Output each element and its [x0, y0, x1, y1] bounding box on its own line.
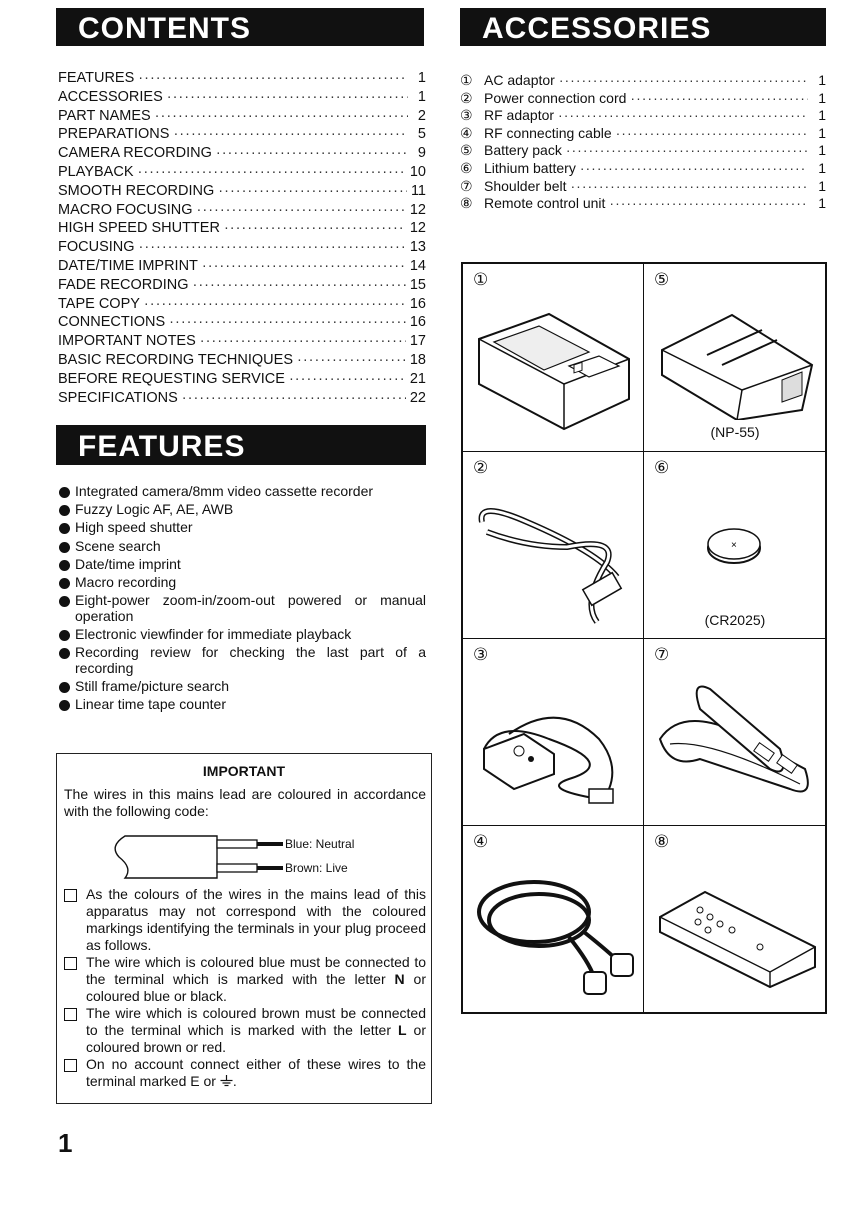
- svg-text:×: ×: [731, 540, 737, 551]
- contents-entry-page: 17: [409, 333, 426, 350]
- contents-entry-label: BEFORE REQUESTING SERVICE: [58, 370, 285, 387]
- dot-leader: [558, 107, 808, 123]
- contents-entry[interactable]: [58, 183, 426, 202]
- wiring-note-text: The wire which is coloured brown must be connected to the terminal which is marked with the letter: [86, 1005, 426, 1038]
- accessory-quantity: 1: [818, 72, 826, 88]
- accessory-number: ⑧: [460, 195, 473, 212]
- item-number: ④: [473, 832, 489, 851]
- contents-entry-page: 1: [417, 70, 426, 86]
- item-number: ⑥: [654, 458, 670, 477]
- wiring-note: [64, 1005, 426, 1056]
- contents-entry-page: 21: [409, 370, 426, 387]
- accessory-entry: [460, 142, 826, 160]
- dot-leader: [559, 72, 808, 88]
- dot-leader: [580, 160, 808, 176]
- contents-entry-page: 10: [409, 163, 426, 180]
- contents-title: CONTENTS: [78, 12, 251, 45]
- contents-entry-label: PART NAMES: [58, 107, 151, 124]
- cell-power-cord: [463, 452, 644, 639]
- contents-entry-label: IMPORTANT NOTES: [58, 333, 196, 350]
- dot-leader: [138, 164, 406, 180]
- dot-leader: [297, 352, 406, 368]
- page-number: 1: [58, 1128, 73, 1158]
- contents-entry-label: PREPARATIONS: [58, 126, 170, 143]
- accessory-quantity: 1: [818, 195, 826, 212]
- dot-leader: [571, 178, 808, 194]
- feature-item: Still frame/picture search: [58, 679, 426, 695]
- contents-entry-page: 12: [409, 220, 426, 237]
- earth-symbol-icon: [220, 1075, 233, 1087]
- wiring-note-text: As the colours of the wires in the mains lead of this apparatus may not correspond with the coloured markings identifying the terminals in your plug proceed as follows.: [86, 886, 426, 953]
- contents-entry-page: 9: [417, 145, 426, 162]
- contents-entry[interactable]: [58, 164, 426, 183]
- feature-item: Integrated camera/8mm video cassette recorder: [58, 484, 426, 500]
- contents-entry-label: BASIC RECORDING TECHNIQUES: [58, 351, 293, 368]
- mains-lead-icon: [105, 832, 285, 882]
- features-list: [58, 484, 426, 715]
- feature-item: Linear time tape counter: [58, 697, 426, 713]
- contents-entry-label: HIGH SPEED SHUTTER: [58, 220, 220, 237]
- feature-item: High speed shutter: [58, 520, 426, 536]
- accessory-number: ⑦: [460, 177, 473, 194]
- accessory-number: ⑤: [460, 142, 473, 159]
- mains-lead-diagram: [105, 832, 425, 882]
- terminal-letter-l: L: [397, 1022, 407, 1038]
- feature-item: Eight-power zoom-in/zoom-out powered or manual operation: [58, 593, 426, 624]
- dot-leader: [197, 202, 406, 218]
- lithium-battery-icon: [704, 526, 764, 566]
- battery-model-caption: (CR2025): [704, 612, 766, 628]
- dot-leader: [202, 258, 406, 274]
- rf-cable-icon: [469, 862, 639, 1002]
- accessories-heading: [460, 8, 826, 46]
- contents-entry[interactable]: [58, 277, 426, 296]
- contents-entry-page: 16: [409, 314, 426, 331]
- dot-leader: [167, 89, 408, 105]
- feature-item: Fuzzy Logic AF, AE, AWB: [58, 502, 426, 518]
- accessory-quantity: 1: [818, 159, 826, 176]
- dot-leader: [616, 125, 808, 141]
- accessory-quantity: 1: [818, 89, 826, 106]
- contents-entry-label: FEATURES: [58, 70, 135, 86]
- contents-entry-page: 5: [417, 126, 426, 143]
- wiring-instructions: [64, 886, 426, 1090]
- battery-pack-icon: [652, 310, 822, 420]
- accessory-label: RF adaptor: [484, 107, 555, 124]
- wiring-note-text: or coloured brown or red.: [86, 1022, 426, 1055]
- item-number: ③: [473, 645, 489, 664]
- item-number: ⑤: [654, 270, 670, 289]
- dot-leader: [289, 371, 406, 387]
- accessory-number: ⑥: [460, 159, 473, 176]
- wiring-note-text: The wire which is coloured blue must be connected to the terminal which is marked with the letter: [86, 954, 426, 987]
- contents-entry-page: 2: [417, 107, 426, 124]
- accessory-entry: [460, 107, 826, 125]
- dot-leader: [144, 296, 406, 312]
- contents-entry-page: 14: [409, 257, 426, 274]
- terminal-letter-n: N: [394, 971, 405, 987]
- dot-leader: [182, 390, 406, 406]
- dot-leader: [224, 220, 406, 236]
- contents-list: [58, 70, 426, 408]
- contents-entry[interactable]: [58, 371, 426, 390]
- cell-battery-pack: [644, 264, 826, 452]
- accessory-entry: [460, 195, 826, 213]
- contents-heading: [56, 8, 424, 46]
- battery-model-caption: (NP-55): [710, 424, 760, 440]
- feature-item: Electronic viewfinder for immediate playback: [58, 627, 426, 643]
- accessory-number: ④: [460, 124, 473, 141]
- power-cord-icon: [467, 492, 637, 632]
- dot-leader: [216, 145, 408, 161]
- accessory-label: Battery pack: [484, 142, 562, 159]
- dot-leader: [609, 195, 808, 211]
- contents-entry-label: CAMERA RECORDING: [58, 145, 212, 162]
- accessory-quantity: 1: [818, 142, 826, 159]
- contents-entry[interactable]: [58, 145, 426, 164]
- accessory-number: ③: [460, 107, 473, 124]
- contents-entry[interactable]: [58, 202, 426, 221]
- cell-shoulder-belt: [644, 639, 826, 826]
- contents-entry-page: 11: [410, 182, 426, 199]
- accessory-number: ②: [460, 89, 473, 106]
- important-box: [56, 753, 432, 1104]
- accessory-label: Shoulder belt: [484, 177, 567, 194]
- dot-leader: [139, 239, 406, 255]
- dot-leader: [193, 277, 406, 293]
- shoulder-belt-icon: [650, 669, 820, 819]
- contents-entry-page: 13: [409, 239, 426, 256]
- blue-wire-label: Blue: Neutral: [285, 837, 355, 851]
- contents-entry[interactable]: [58, 296, 426, 315]
- contents-entry-label: SMOOTH RECORDING: [58, 182, 215, 199]
- accessories-title: ACCESSORIES: [482, 12, 712, 45]
- accessory-label: Lithium battery: [484, 159, 576, 176]
- item-number: ①: [473, 270, 489, 289]
- contents-entry[interactable]: [58, 70, 426, 89]
- contents-entry-page: 15: [409, 276, 426, 293]
- contents-entry[interactable]: [58, 108, 426, 127]
- rf-adaptor-icon: [469, 679, 639, 819]
- item-number: ②: [473, 458, 489, 477]
- ac-adaptor-icon: [469, 304, 639, 444]
- feature-item: Scene search: [58, 539, 426, 555]
- item-number: ⑧: [654, 832, 670, 851]
- contents-entry[interactable]: [58, 314, 426, 333]
- accessory-label: Power connection cord: [484, 89, 627, 106]
- wiring-note: [64, 886, 426, 954]
- contents-entry-label: CONNECTIONS: [58, 314, 166, 331]
- accessory-entry: [460, 90, 826, 108]
- remote-control-icon: [650, 872, 820, 1002]
- wiring-note-text: .: [232, 1073, 237, 1089]
- accessories-list: [460, 72, 826, 213]
- contents-entry[interactable]: [58, 220, 426, 239]
- contents-entry[interactable]: [58, 239, 426, 258]
- accessory-label: AC adaptor: [484, 72, 555, 88]
- contents-entry[interactable]: [58, 352, 426, 371]
- contents-entry-label: FADE RECORDING: [58, 276, 189, 293]
- accessory-entry: [460, 125, 826, 143]
- dot-leader: [218, 183, 407, 199]
- dot-leader: [169, 314, 406, 330]
- feature-item: Recording review for checking the last part of a recording: [58, 645, 426, 676]
- wiring-note-text: On no account connect either of these wires to the terminal marked E or: [86, 1056, 426, 1089]
- important-intro: The wires in this mains lead are coloured in accordance with the following code:: [64, 786, 426, 819]
- contents-entry-label: ACCESSORIES: [58, 88, 163, 105]
- contents-entry-label: FOCUSING: [58, 239, 135, 256]
- contents-entry[interactable]: [58, 89, 426, 108]
- cell-rf-adaptor: [463, 639, 644, 826]
- item-number: ⑦: [654, 645, 670, 664]
- contents-entry[interactable]: [58, 126, 426, 145]
- accessories-illustration-grid: [461, 262, 827, 1014]
- dot-leader: [630, 90, 808, 106]
- dot-leader: [138, 70, 408, 86]
- accessory-entry: [460, 72, 826, 90]
- dot-leader: [566, 142, 808, 158]
- accessory-entry: [460, 178, 826, 196]
- contents-entry[interactable]: [58, 258, 426, 277]
- wiring-note: [64, 1056, 426, 1090]
- accessory-label: RF connecting cable: [484, 124, 612, 141]
- important-title: IMPORTANT: [202, 763, 286, 779]
- cell-remote-control: [644, 826, 826, 1014]
- wiring-note-text: or coloured blue or black.: [86, 971, 426, 1004]
- dot-leader: [173, 126, 408, 142]
- accessory-quantity: 1: [818, 107, 826, 124]
- accessory-quantity: 1: [818, 124, 826, 141]
- contents-entry-page: 1: [417, 88, 426, 105]
- accessory-label: Remote control unit: [484, 195, 606, 212]
- contents-entry-label: DATE/TIME IMPRINT: [58, 257, 198, 274]
- brown-wire-label: Brown: Live: [285, 861, 348, 875]
- contents-entry-page: 22: [409, 389, 426, 406]
- contents-entry-page: 16: [409, 295, 426, 312]
- features-title: FEATURES: [78, 430, 246, 463]
- cell-lithium-battery: [644, 452, 826, 639]
- contents-entry-label: MACRO FOCUSING: [58, 201, 193, 218]
- cell-rf-cable: [463, 826, 644, 1014]
- contents-entry-label: SPECIFICATIONS: [58, 389, 178, 406]
- accessory-entry: [460, 160, 826, 178]
- features-heading: [56, 425, 426, 465]
- dot-leader: [155, 108, 408, 124]
- contents-entry-page: 18: [409, 351, 426, 368]
- contents-entry-label: PLAYBACK: [58, 163, 134, 180]
- accessory-quantity: 1: [818, 177, 826, 194]
- feature-item: Date/time imprint: [58, 557, 426, 573]
- accessory-number: ①: [460, 72, 473, 88]
- feature-item: Macro recording: [58, 575, 426, 591]
- contents-entry-page: 12: [409, 201, 426, 218]
- wiring-note: [64, 954, 426, 1005]
- contents-entry-label: TAPE COPY: [58, 295, 140, 312]
- contents-entry[interactable]: [58, 333, 426, 352]
- dot-leader: [200, 333, 406, 349]
- cell-ac-adaptor: [463, 264, 644, 452]
- contents-entry[interactable]: [58, 390, 426, 409]
